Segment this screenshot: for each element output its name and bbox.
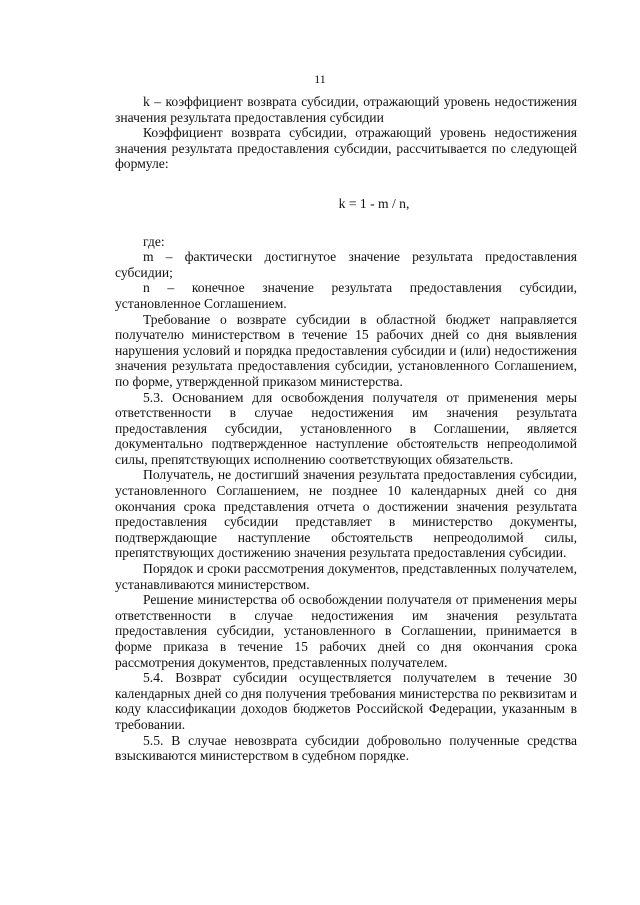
where-label: где:	[143, 233, 165, 249]
paragraph-coefficient-definition: k – коэффициент возврата субсидии, отражающий уровень недостижения значения результата предоставления субсидии	[115, 94, 577, 125]
paragraph-review-procedure: Порядок и сроки рассмотрения документов, представленных получателем, устанавливаются министерством.	[115, 561, 577, 592]
paragraph-5-5: 5.5. В случае невозврата субсидии добровольно полученные средства взыскиваются министерством в судебном порядке.	[115, 732, 577, 764]
paragraph-coefficient-formula-intro: Коэффициент возврата субсидии, отражающий уровень недостижения значения результата предоставления субсидии, рассчитывается по следующей формуле:	[115, 125, 577, 172]
page-number: 11	[314, 72, 326, 86]
paragraph-ministry-decision: Решение министерства об освобождении получателя от применения меры ответственности в случае недостижения им значения результата предоставления субсидии, установленного в Соглашении, принимается в форме приказа в течение 15 рабочих дней со дня окончания срока рассмотрения документов, представленных получателем.	[115, 592, 577, 670]
paragraph-recipient-documents: Получатель, не достигший значения результата предоставления субсидии, установленного Соглашением, не позднее 10 календарных дней со дня окончания срока представления отчета о достижении значения результата предоставления субсидии представляет в министерство документы, подтверждающие наступление обстоятельств непреодолимой силы, препятствующих достижению значения результата предоставления субсидии.	[115, 467, 577, 561]
paragraph-return-requirement: Требование о возврате субсидии в областной бюджет направляется получателю министерством в течение 15 рабочих дней со дня выявления нарушения условий и порядка предоставления субсидии и (или) недостижения значения результата предоставления субсидии, установленного Соглашением, по форме, утвержденной приказом министерства.	[115, 311, 577, 389]
paragraph-5-4: 5.4. Возврат субсидии осуществляется получателем в течение 30 календарных дней со дня получения требования министерства по реквизитам и коду классификации доходов бюджетов Российской Федерации, указанным в требовании.	[115, 670, 577, 732]
formula: k = 1 - m / n,	[338, 195, 410, 211]
definition-m: m – фактически достигнутое значение результата предоставления субсидии;	[115, 249, 577, 280]
paragraph-5-3: 5.3. Основанием для освобождения получателя от применения меры ответственности в случае недостижения им значения результата предоставления субсидии, установленного в Соглашении, является документально подтвержденное наступление обстоятельств непреодолимой силы, препятствующих исполнению соответствующих обязательств.	[115, 389, 577, 467]
document-body	[115, 94, 577, 764]
definition-n: n – конечное значение результата предоставления субсидии, установленное Соглашением.	[115, 280, 577, 311]
